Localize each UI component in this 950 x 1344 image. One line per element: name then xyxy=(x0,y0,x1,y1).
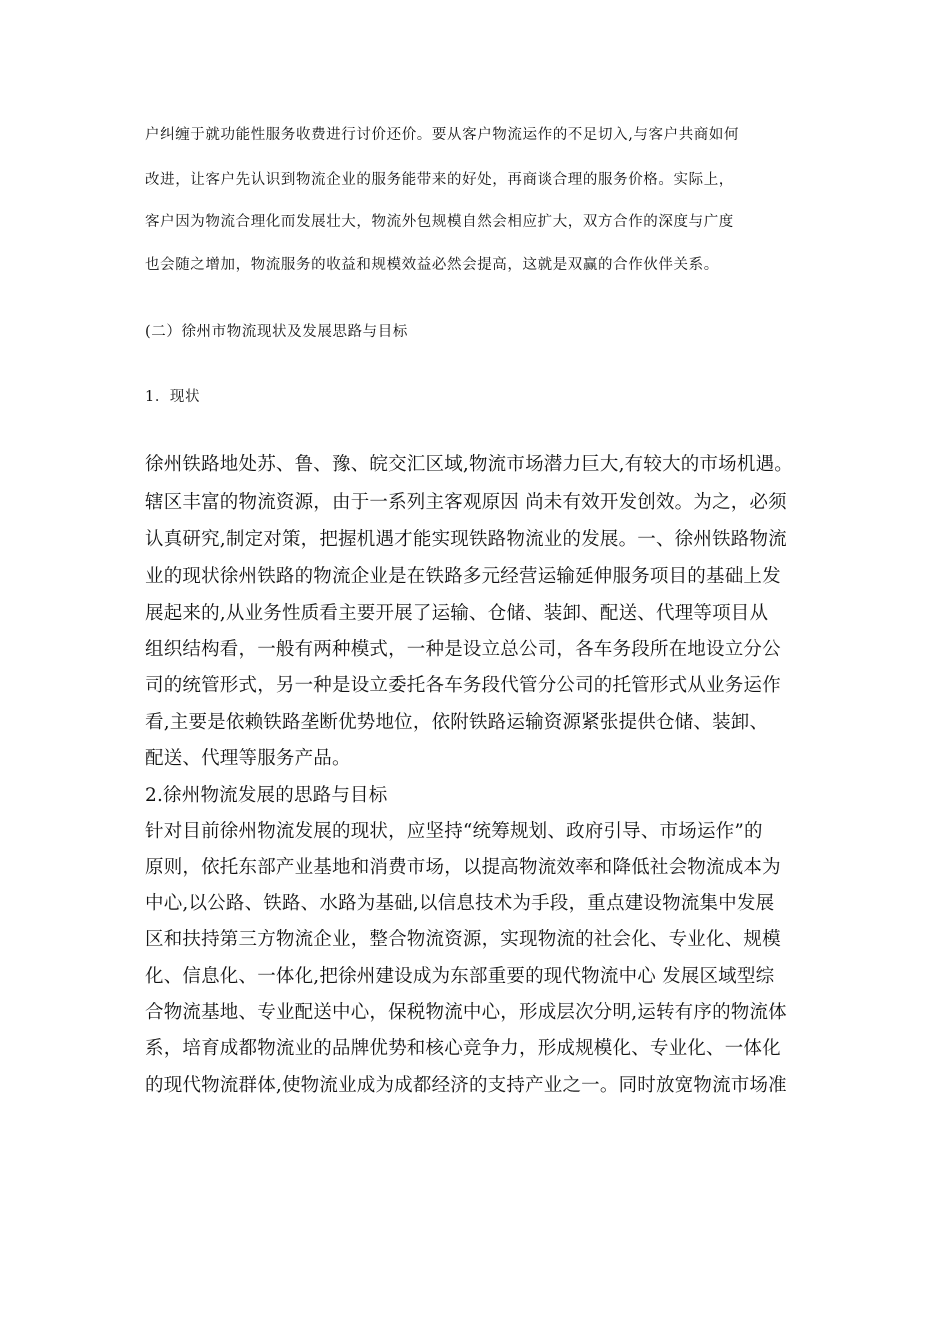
paragraph-2-line-1: 徐州铁路地处苏、鲁、豫、皖交汇区域,物流市场潜力巨大,有较大的市场机遇。 xyxy=(145,454,793,475)
paragraph-2-line-6: 组织结构看，一般有两种模式，一种是设立总公司，各车务段所在地设立分公 xyxy=(145,639,781,660)
paragraph-1-line-3: 客户因为物流合理化而发展壮大，物流外包规模自然会相应扩大，双方合作的深度与广度 xyxy=(145,214,734,230)
paragraph-1-line-4: 也会随之增加，物流服务的收益和规模效益必然会提高，这就是双赢的合作伙伴关系。 xyxy=(145,257,719,273)
paragraph-1-line-1: 户纠缠于就功能性服务收费进行讨价还价。要从客户物流运作的不足切入,与客户共商如何 xyxy=(145,127,740,143)
paragraph-3-line-8: 的现代物流群体,使物流业成为成都经济的支持产业之一。同时放宽物流市场准 xyxy=(145,1075,787,1096)
paragraph-2-line-9: 配送、代理等服务产品。 xyxy=(145,748,351,769)
paragraph-3-line-1: 针对目前徐州物流发展的现状，应坚持“统筹规划、政府引导、市场运作”的 xyxy=(145,821,763,842)
paragraph-2-line-2: 辖区丰富的物流资源，由于一系列主客观原因 尚未有效开发创效。为之，必须 xyxy=(145,492,787,513)
subheading-status: 1．现状 xyxy=(145,389,201,405)
paragraph-2-line-4: 业的现状徐州铁路的物流企业是在铁路多元经营运输延伸服务项目的基础上发 xyxy=(145,566,781,587)
paragraph-3-line-6: 合物流基地、专业配送中心，保税物流中心，形成层次分明,运转有序的物流体 xyxy=(145,1002,787,1023)
paragraph-3-line-2: 原则，依托东部产业基地和消费市场，以提高物流效率和降低社会物流成本为 xyxy=(145,857,781,878)
paragraph-3-line-5: 化、信息化、一体化,把徐州建设成为东部重要的现代物流中心 发展区域型综 xyxy=(145,966,775,987)
paragraph-1-line-2: 改进，让客户先认识到物流企业的服务能带来的好处，再商谈合理的服务价格。实际上， xyxy=(145,172,734,188)
subheading-goals: 2.徐州物流发展的思路与目标 xyxy=(145,785,388,806)
paragraph-3-line-7: 系，培育成都物流业的品牌优势和核心竞争力，形成规模化、专业化、一体化 xyxy=(145,1038,781,1059)
paragraph-2-line-3: 认真研究,制定对策，把握机遇才能实现铁路物流业的发展。一、徐州铁路物流 xyxy=(145,529,787,550)
paragraph-2-line-7: 司的统管形式，另一种是设立委托各车务段代管分公司的托管形式从业务运作 xyxy=(145,675,781,696)
section-heading: (二）徐州市物流现状及发展思路与目标 xyxy=(145,324,408,340)
paragraph-2-line-8: 看,主要是依赖铁路垄断优势地位，依附铁路运输资源紧张提供仓储、装卸、 xyxy=(145,712,769,733)
paragraph-3-line-3: 中心,以公路、铁路、水路为基础,以信息技术为手段，重点建设物流集中发展 xyxy=(145,893,775,914)
paragraph-2-line-5: 展起来的,从业务性质看主要开展了运输、仓储、装卸、配送、代理等项目从 xyxy=(145,603,769,624)
paragraph-3-line-4: 区和扶持第三方物流企业，整合物流资源，实现物流的社会化、专业化、规模 xyxy=(145,929,781,950)
